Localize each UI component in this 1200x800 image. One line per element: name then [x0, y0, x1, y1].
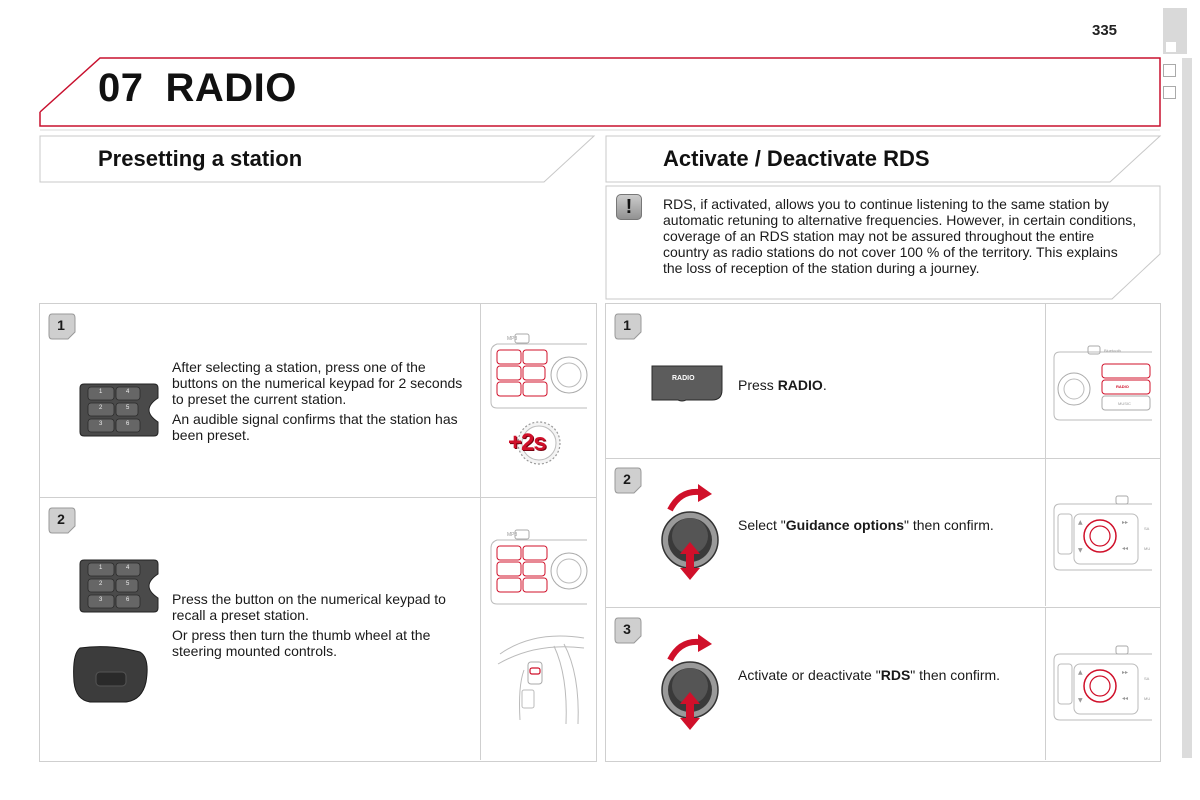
bluetooth-label: Bluetooth [1104, 348, 1121, 353]
right-step3-text [738, 667, 1028, 683]
right-step3-text-pre: Activate or deactivate " [738, 667, 881, 683]
panel-sa-label: SA [1144, 676, 1150, 681]
hold-badge-label: +2s [508, 429, 546, 456]
panel-music-label: MUSIC [1118, 401, 1131, 406]
right-step2-text [738, 517, 1028, 533]
page-number: 335 [1092, 22, 1118, 39]
warning-text: RDS, if activated, allows you to continue listening to the same station by automatic retuning to alternative frequencies. However, in certain conditions, coverage of an RDS station may not be assured throughout the entire country as radio stations do not cover 100 % of the territory. This explains the loss of reception of the station during a journey. [663, 196, 1137, 276]
right-step2-text-pre: Select " [738, 517, 786, 533]
left-step1-text [172, 359, 467, 447]
panel-sa-label: SA [1144, 526, 1150, 531]
warning-icon-glyph: ! [625, 196, 633, 218]
svg-text:▸▸: ▸▸ [1122, 519, 1129, 526]
panel-mp3-label: MP3 [507, 532, 518, 538]
steering-wheel-illustration [494, 624, 590, 728]
key-1: 1 [99, 389, 103, 395]
step-badge-2 [48, 506, 76, 534]
panel-mu-label: MU [1144, 546, 1151, 551]
radio-panel-illustration [487, 526, 591, 610]
left-step2-paragraph-2: Or press then turn the thumb wheel at the steering mounted controls. [172, 627, 431, 659]
left-section-title: Presetting a station [98, 146, 303, 171]
panel-radio-label: RADIO [1116, 384, 1129, 389]
step-badge-3 [614, 616, 642, 644]
radio-panel-illustration [487, 330, 591, 414]
numeric-keypad-illustration [78, 556, 160, 616]
right-step2-divider [1045, 459, 1046, 606]
key-1: 1 [99, 565, 103, 571]
right-step1-text-pre: Press [738, 377, 778, 393]
step-badge-2-label: 2 [57, 511, 65, 527]
svg-text:▼: ▼ [1078, 547, 1083, 554]
step-badge-1-label: 1 [57, 317, 65, 333]
key-5: 5 [126, 405, 130, 411]
knob-panel-illustration [1052, 494, 1154, 574]
radio-button-label: RADIO [672, 375, 695, 382]
step-badge-1 [48, 312, 76, 340]
svg-text:▸▸: ▸▸ [1122, 669, 1129, 676]
right-step2-text-bold: Guidance options [785, 517, 905, 533]
svg-text:▲: ▲ [1078, 669, 1083, 676]
panel-mu-label: MU [1144, 696, 1151, 701]
step-badge-3-label: 3 [623, 621, 631, 637]
radio-button-illustration [648, 364, 724, 404]
left-step2-text [172, 591, 467, 663]
key-5: 5 [126, 581, 130, 587]
step-badge-1-label: 1 [623, 317, 631, 333]
right-section-title: Activate / Deactivate RDS [663, 146, 930, 171]
numeric-keypad-illustration [78, 380, 160, 440]
step-badge-2 [614, 466, 642, 494]
key-2: 2 [99, 405, 103, 411]
left-step1-paragraph-2: An audible signal confirms that the station has been preset. [172, 411, 458, 443]
warning-icon [616, 194, 642, 220]
right-step2-text-post: " then confirm. [904, 517, 994, 533]
right-step1-text [738, 377, 1028, 393]
key-4: 4 [126, 389, 130, 395]
key-4: 4 [126, 565, 130, 571]
svg-text:◂◂: ◂◂ [1122, 545, 1129, 552]
radio-music-panel-illustration [1052, 344, 1154, 424]
key-3: 3 [99, 421, 103, 427]
chapter-name: RADIO [165, 66, 297, 110]
left-step2-paragraph-1: Press the button on the numerical keypad to recall a preset station. [172, 591, 446, 623]
key-6: 6 [126, 421, 130, 427]
svg-text:◂◂: ◂◂ [1122, 695, 1129, 702]
chapter-number: 07 [98, 66, 144, 110]
svg-text:▲: ▲ [1078, 519, 1083, 526]
right-step1-divider [1045, 304, 1046, 458]
left-step1-paragraph-1: After selecting a station, press one of the buttons on the numerical keypad for 2 seconds to preset the current station. [172, 359, 463, 407]
hold-two-seconds-icon [508, 420, 562, 466]
key-2: 2 [99, 581, 103, 587]
right-step3-text-post: " then confirm. [910, 667, 1001, 683]
chapter-title [98, 66, 297, 111]
step-badge-2-label: 2 [623, 471, 631, 487]
rotary-knob-illustration [656, 484, 728, 584]
right-step1-text-bold: RADIO [777, 377, 823, 393]
step-badge-1 [614, 312, 642, 340]
thumb-index-bar [1182, 58, 1192, 758]
right-step3-text-bold: RDS [880, 667, 911, 683]
left-step1-divider [480, 304, 481, 497]
right-step3-divider [1045, 608, 1046, 760]
panel-mp3-label: MP3 [507, 336, 518, 342]
steering-thumb-wheel-illustration [70, 642, 152, 706]
left-step2-divider [480, 498, 481, 760]
knob-panel-illustration [1052, 644, 1154, 724]
svg-text:▼: ▼ [1078, 697, 1083, 704]
rotary-knob-illustration [656, 634, 728, 734]
key-3: 3 [99, 597, 103, 603]
key-6: 6 [126, 597, 130, 603]
right-step1-text-post: . [822, 377, 827, 393]
